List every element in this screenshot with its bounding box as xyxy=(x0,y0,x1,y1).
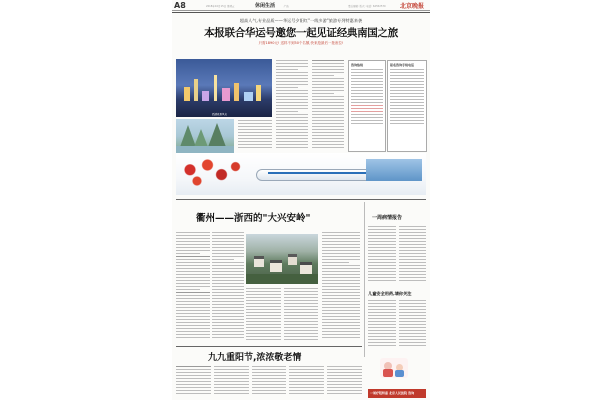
info-box-left xyxy=(348,60,386,152)
feature-1-text-column-3 xyxy=(322,232,360,344)
section-title: 休闲生活 xyxy=(255,3,276,9)
lead-headline: 本报联合华运号邀您一起见证经典南国之旅 xyxy=(204,27,398,39)
train-banner-photo xyxy=(176,153,426,195)
section-tag: ·广告 xyxy=(283,5,289,8)
kids-illustration xyxy=(380,358,408,378)
sidebar-divider xyxy=(364,202,365,357)
footer-ad-strip xyxy=(368,389,426,398)
masthead-rule xyxy=(172,12,430,13)
newspaper-page xyxy=(172,0,430,400)
editor-line: 责任编辑: 版式: 电话: 62552570 xyxy=(348,5,386,8)
lead-text-column-2 xyxy=(312,60,344,152)
feature-1-text-column-2 xyxy=(212,232,244,344)
info-box-title-2: 报名咨询专线电话 xyxy=(390,63,415,67)
section-divider-1 xyxy=(176,199,426,200)
date-line: 2018年10月15日 星期五 xyxy=(206,5,235,8)
feature-2-headline: 九九重阳节,浓浓敬老情 xyxy=(208,353,302,363)
lead-text-column-1 xyxy=(276,60,308,152)
footer-ad-text: 一周疗程特惠 北京人民医院 咨询 xyxy=(370,391,415,395)
sidebar-text-2 xyxy=(368,300,426,350)
photo-caption: 西湖夜景风光 xyxy=(212,113,228,116)
sidebar-title-2: 儿童安全用药,请你关注 xyxy=(368,291,412,296)
info-box-right xyxy=(387,60,427,152)
sidebar-text xyxy=(368,226,426,286)
sidebar-title: 一周病情报告 xyxy=(372,215,403,221)
newspaper-logo: 北京晚报 xyxy=(399,3,424,10)
lead-subhead: 只需1890元! 送料不到50个名额,快来抢最后一批座位! xyxy=(258,41,344,45)
feature-1-text-column-1 xyxy=(176,232,210,344)
lead-text-column-3 xyxy=(238,120,272,152)
city-night-photo xyxy=(176,59,272,117)
info-box-title: 咨询热线 xyxy=(351,63,364,67)
feature-2-text xyxy=(176,366,362,400)
lead-kicker: 超高人气,专业品质——华运号夕阳红"一线多游"旅游专列特惠来袭 xyxy=(239,18,363,23)
page-number: A8 xyxy=(174,1,186,10)
section-divider-2 xyxy=(176,346,362,347)
feature-1-text-under-photo xyxy=(246,288,318,344)
karst-mountain-photo xyxy=(176,119,234,153)
village-photo xyxy=(246,234,318,284)
masthead-rule-thin xyxy=(172,10,430,11)
feature-1-headline: 衢州——浙西的"大兴安岭" xyxy=(196,213,311,224)
